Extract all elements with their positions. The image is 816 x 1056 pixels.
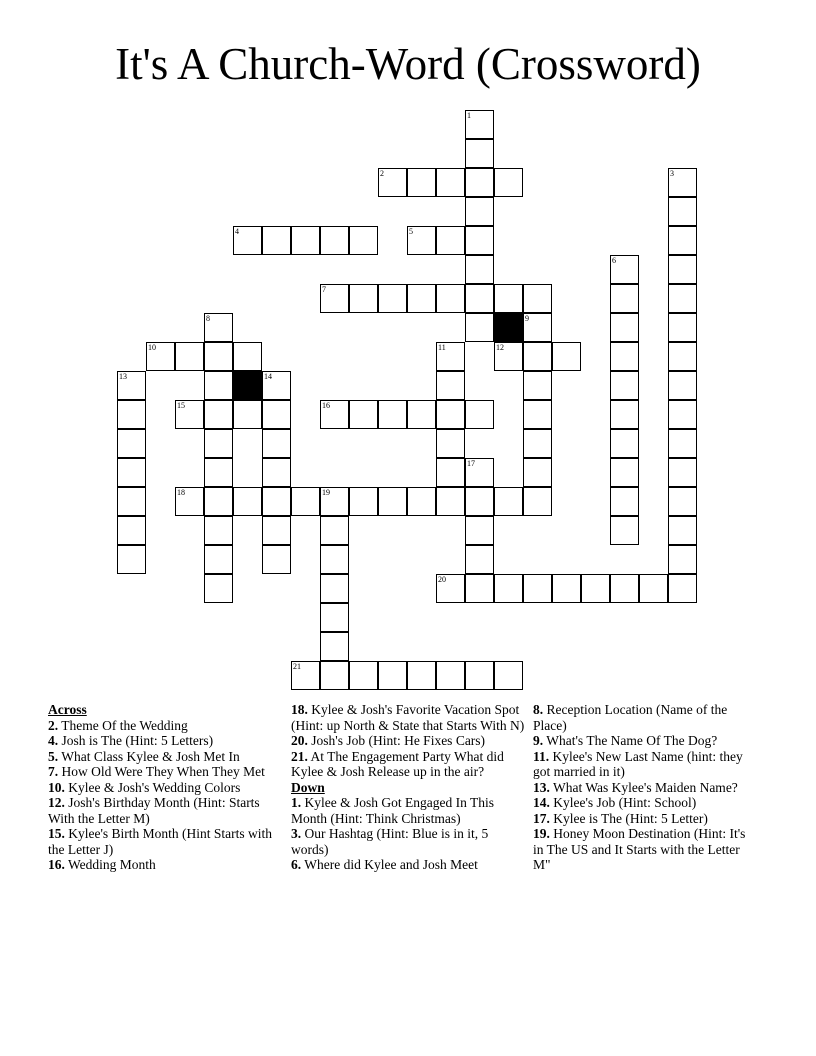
grid-cell[interactable] <box>436 168 465 197</box>
grid-cell[interactable] <box>320 487 349 516</box>
grid-cell[interactable] <box>465 516 494 545</box>
grid-cell[interactable] <box>668 168 697 197</box>
grid-cell[interactable] <box>233 487 262 516</box>
clue-number: 1 <box>467 111 471 120</box>
down-clue-14: 14. Kylee's Job (Hint: School) <box>533 795 697 810</box>
grid-cell[interactable] <box>407 400 436 429</box>
grid-cell[interactable] <box>494 487 523 516</box>
grid-cell[interactable] <box>610 342 639 371</box>
grid-cell[interactable] <box>117 400 146 429</box>
grid-cell[interactable] <box>494 168 523 197</box>
grid-cell[interactable] <box>523 400 552 429</box>
clue-number: 18 <box>177 488 185 497</box>
grid-cell[interactable] <box>523 313 552 342</box>
grid-cell[interactable] <box>494 661 523 690</box>
grid-cell[interactable] <box>581 574 610 603</box>
across-clue-7: 7. How Old Were They When They Met <box>48 764 265 779</box>
clue-number: 9 <box>525 314 529 323</box>
grid-cell[interactable] <box>436 458 465 487</box>
grid-cell[interactable] <box>117 458 146 487</box>
grid-cell[interactable] <box>378 661 407 690</box>
clue-number: 14 <box>264 372 272 381</box>
clue-number: 16 <box>322 401 330 410</box>
grid-cell[interactable] <box>552 342 581 371</box>
grid-cell[interactable] <box>494 284 523 313</box>
grid-cell[interactable] <box>552 574 581 603</box>
grid-cell[interactable] <box>436 284 465 313</box>
grid-cell[interactable] <box>117 545 146 574</box>
grid-cell[interactable] <box>523 371 552 400</box>
clue-number: 8 <box>206 314 210 323</box>
black-square <box>494 313 523 342</box>
grid-cell[interactable] <box>320 516 349 545</box>
black-square <box>233 371 262 400</box>
grid-cell[interactable] <box>668 371 697 400</box>
grid-cell[interactable] <box>407 284 436 313</box>
grid-cell[interactable] <box>262 458 291 487</box>
grid-cell[interactable] <box>465 284 494 313</box>
clue-number: 13 <box>119 372 127 381</box>
grid-cell[interactable] <box>349 284 378 313</box>
page-title: It's A Church-Word (Crossword) <box>115 39 701 89</box>
grid-cell[interactable] <box>262 226 291 255</box>
grid-cell[interactable] <box>610 516 639 545</box>
grid-cell[interactable] <box>262 400 291 429</box>
grid-cell[interactable] <box>436 574 465 603</box>
grid-cell[interactable] <box>233 226 262 255</box>
grid-cell[interactable] <box>668 313 697 342</box>
grid-cell[interactable] <box>465 400 494 429</box>
grid-cell[interactable] <box>204 429 233 458</box>
clue-number: 21 <box>293 662 301 671</box>
grid-cell[interactable] <box>175 342 204 371</box>
clue-number: 3 <box>670 169 674 178</box>
grid-cell[interactable] <box>610 458 639 487</box>
grid-cell[interactable] <box>262 516 291 545</box>
grid-cell[interactable] <box>523 574 552 603</box>
grid-cell[interactable] <box>523 429 552 458</box>
grid-cell[interactable] <box>465 661 494 690</box>
grid-cell[interactable] <box>610 487 639 516</box>
grid-cell[interactable] <box>233 342 262 371</box>
grid-cell[interactable] <box>668 516 697 545</box>
across-clue-21: 21. At The Engagement Party What did Kylee & Josh Release up in the air? <box>291 748 504 779</box>
grid-cell[interactable] <box>465 574 494 603</box>
grid-cell[interactable] <box>320 226 349 255</box>
grid-cell[interactable] <box>436 487 465 516</box>
grid-cell[interactable] <box>233 400 262 429</box>
grid-cell[interactable] <box>668 545 697 574</box>
grid-cell[interactable] <box>610 429 639 458</box>
grid-cell[interactable] <box>610 574 639 603</box>
grid-cell[interactable] <box>204 487 233 516</box>
grid-cell[interactable] <box>320 545 349 574</box>
grid-cell[interactable] <box>320 632 349 661</box>
clue-number: 2 <box>380 169 384 178</box>
grid-cell[interactable] <box>378 284 407 313</box>
grid-cell[interactable] <box>668 284 697 313</box>
grid-cell[interactable] <box>610 284 639 313</box>
clues-column-3 <box>533 702 758 873</box>
grid-cell[interactable] <box>668 255 697 284</box>
grid-cell[interactable] <box>407 168 436 197</box>
grid-cell[interactable] <box>436 226 465 255</box>
across-heading: Across <box>48 702 87 717</box>
grid-cell[interactable] <box>523 284 552 313</box>
grid-cell[interactable] <box>668 487 697 516</box>
clues-column-2 <box>291 702 526 873</box>
grid-cell[interactable] <box>204 400 233 429</box>
grid-cell[interactable] <box>465 255 494 284</box>
across-clue-2: 2. Theme Of the Wedding <box>48 717 188 733</box>
clue-number: 12 <box>496 343 504 352</box>
grid-cell[interactable] <box>349 661 378 690</box>
down-clue-9: 9. What's The Name Of The Dog? <box>533 733 718 748</box>
grid-cell[interactable] <box>668 400 697 429</box>
grid-cell[interactable] <box>436 371 465 400</box>
grid-cell[interactable] <box>349 487 378 516</box>
across-clue-10: 10. Kylee & Josh's Wedding Colors <box>48 779 241 795</box>
grid-cell[interactable] <box>610 313 639 342</box>
grid-cell[interactable] <box>465 139 494 168</box>
grid-cell[interactable] <box>204 516 233 545</box>
across-clue-18: 18. Kylee & Josh's Favorite Vacation Spot (Hint: up North & State that Starts With N) <box>291 702 525 733</box>
grid-cell[interactable] <box>465 226 494 255</box>
down-clue-17: 17. Kylee is The (Hint: 5 Letter) <box>533 810 708 826</box>
grid-cell[interactable] <box>668 342 697 371</box>
grid-cell[interactable] <box>465 458 494 487</box>
grid-cell[interactable] <box>146 342 175 371</box>
grid-cell[interactable] <box>204 574 233 603</box>
clue-number: 4 <box>235 227 239 236</box>
clue-number: 6 <box>612 256 616 265</box>
clue-number: 10 <box>148 343 156 352</box>
down-clue-6: 6. Where did Kylee and Josh Meet <box>291 857 478 872</box>
grid-cell[interactable] <box>668 574 697 603</box>
grid-cell[interactable] <box>407 661 436 690</box>
grid-cell[interactable] <box>204 313 233 342</box>
clue-number: 17 <box>467 459 475 468</box>
grid-cell[interactable] <box>117 516 146 545</box>
grid-cell[interactable] <box>320 603 349 632</box>
grid-cell[interactable] <box>262 545 291 574</box>
grid-cell[interactable] <box>291 487 320 516</box>
clue-number: 11 <box>438 343 446 352</box>
down-clue-19: 19. Honey Moon Destination (Hint: It's in The US and It Starts with the Letter M" <box>533 826 746 872</box>
grid-cell[interactable] <box>262 487 291 516</box>
grid-cell[interactable] <box>668 226 697 255</box>
clue-number: 20 <box>438 575 446 584</box>
grid-cell[interactable] <box>117 371 146 400</box>
grid-cell[interactable] <box>610 255 639 284</box>
grid-cell[interactable] <box>668 197 697 226</box>
grid-cell[interactable] <box>668 429 697 458</box>
grid-cell[interactable] <box>436 661 465 690</box>
grid-cell[interactable] <box>436 342 465 371</box>
grid-cell[interactable] <box>175 487 204 516</box>
grid-cell[interactable] <box>204 342 233 371</box>
grid-cell[interactable] <box>523 342 552 371</box>
clue-number: 19 <box>322 488 330 497</box>
grid-cell[interactable] <box>465 487 494 516</box>
clues-column-1 <box>48 702 273 873</box>
grid-cell[interactable] <box>378 487 407 516</box>
across-clue-16: 16. Wedding Month <box>48 857 156 872</box>
grid-cell[interactable] <box>465 197 494 226</box>
grid-cell[interactable] <box>465 110 494 139</box>
across-clue-15: 15. Kylee's Birth Month (Hint Starts with the Letter J) <box>48 826 273 857</box>
across-clue-5: 5. What Class Kylee & Josh Met In <box>48 748 240 764</box>
grid-cell[interactable] <box>204 545 233 574</box>
grid-cell[interactable] <box>436 429 465 458</box>
grid-cell[interactable] <box>117 487 146 516</box>
grid-cell[interactable] <box>610 400 639 429</box>
clue-number: 5 <box>409 227 413 236</box>
grid-cell[interactable] <box>494 574 523 603</box>
down-clue-8: 8. Reception Location (Name of the Place) <box>533 702 728 733</box>
down-clue-11: 11. Kylee's New Last Name (hint: they got married in it) <box>533 748 743 779</box>
grid-cell[interactable] <box>262 429 291 458</box>
grid-cell[interactable] <box>175 400 204 429</box>
grid-cell[interactable] <box>378 168 407 197</box>
down-heading: Down <box>291 779 325 795</box>
grid-cell[interactable] <box>610 371 639 400</box>
down-clue-3: 3. Our Hashtag (Hint: Blue is in it, 5 words) <box>291 826 489 857</box>
grid-cell[interactable] <box>349 226 378 255</box>
grid-cell[interactable] <box>291 226 320 255</box>
grid-cell[interactable] <box>320 284 349 313</box>
grid-cell[interactable] <box>117 429 146 458</box>
grid-cell[interactable] <box>407 487 436 516</box>
grid-cell[interactable] <box>320 574 349 603</box>
across-clue-4: 4. Josh is The (Hint: 5 Letters) <box>48 733 214 748</box>
grid-cell[interactable] <box>436 400 465 429</box>
grid-cell[interactable] <box>204 371 233 400</box>
grid-cell[interactable] <box>523 458 552 487</box>
clue-number: 7 <box>322 285 326 294</box>
grid-cell[interactable] <box>465 313 494 342</box>
down-clue-1: 1. Kylee & Josh Got Engaged In This Month (Hint: Think Christmas) <box>291 795 494 826</box>
down-clue-13: 13. What Was Kylee's Maiden Name? <box>533 779 738 795</box>
grid-cell[interactable] <box>349 400 378 429</box>
across-clue-12: 12. Josh's Birthday Month (Hint: Starts With the Letter M) <box>48 795 260 826</box>
grid-cell[interactable] <box>320 661 349 690</box>
grid-cell[interactable] <box>668 458 697 487</box>
grid-cell[interactable] <box>465 545 494 574</box>
grid-cell[interactable] <box>378 400 407 429</box>
grid-cell[interactable] <box>465 168 494 197</box>
grid-cell[interactable] <box>407 226 436 255</box>
grid-cell[interactable] <box>523 487 552 516</box>
grid-cell[interactable] <box>204 458 233 487</box>
grid-cell[interactable] <box>494 342 523 371</box>
grid-cell[interactable] <box>291 661 320 690</box>
across-clue-20: 20. Josh's Job (Hint: He Fixes Cars) <box>291 733 486 748</box>
clue-number: 15 <box>177 401 185 410</box>
grid-cell[interactable] <box>639 574 668 603</box>
grid-cell[interactable] <box>262 371 291 400</box>
grid-cell[interactable] <box>320 400 349 429</box>
